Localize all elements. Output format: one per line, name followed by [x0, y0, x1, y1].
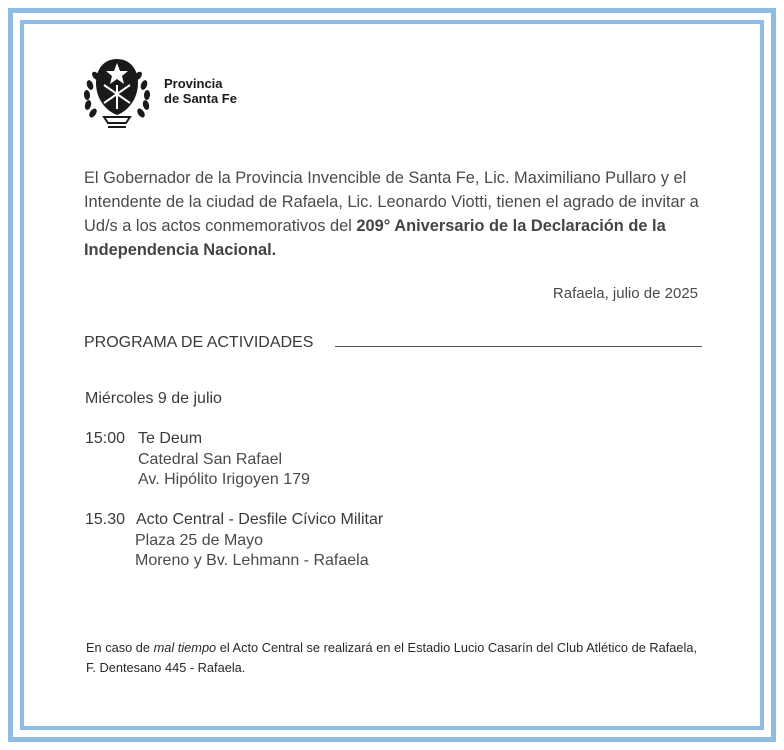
- date-line: Rafaela, julio de 2025: [552, 285, 698, 302]
- event-time: 15:00: [85, 430, 126, 447]
- event-address: Moreno y Bv. Lehmann - Rafaela: [135, 552, 369, 569]
- program-title: PROGRAMA DE ACTIVIDADES: [84, 334, 314, 351]
- footnote-line-2: F. Dentesano 445 - Rafaela.: [86, 660, 246, 675]
- logo-line-1: Provincia: [164, 76, 223, 91]
- invitation-text-bold: 209° Aniversario de la Declaración de la Independencia Nacional.: [84, 217, 666, 259]
- event-time: 15.30: [85, 511, 126, 528]
- invitation-text: [84, 166, 734, 262]
- footnote-part-2: el Acto Central se realizará en el Estadio Lucio Casarín del Club Atlético de Rafaela,: [216, 640, 698, 655]
- footnote-italic: mal tiempo: [153, 640, 217, 655]
- event-place: Catedral San Rafael: [138, 451, 283, 468]
- event-place: Plaza 25 de Mayo: [135, 532, 264, 549]
- coat-of-arms-icon: [82, 55, 152, 129]
- logo-text: [164, 76, 237, 106]
- footnote: [86, 638, 726, 678]
- program-divider: [335, 346, 702, 347]
- logo-line-2: de Santa Fe: [164, 91, 237, 106]
- event-address: Av. Hipólito Irigoyen 179: [138, 471, 310, 488]
- event-title: Te Deum: [138, 430, 203, 447]
- event-title: Acto Central - Desfile Cívico Militar: [136, 511, 384, 528]
- invitation-text-plain: El Gobernador de la Provincia Invencible de Santa Fe, Lic. Maximiliano Pullaro y el Intendente de la ciudad de Rafaela, Lic. Leonardo Viotti, tienen el agrado de invitar a Ud/s a los actos conmemorativos del: [84, 169, 699, 235]
- footnote-part-1: En caso de: [86, 640, 154, 655]
- program-day: Miércoles 9 de julio: [85, 390, 222, 407]
